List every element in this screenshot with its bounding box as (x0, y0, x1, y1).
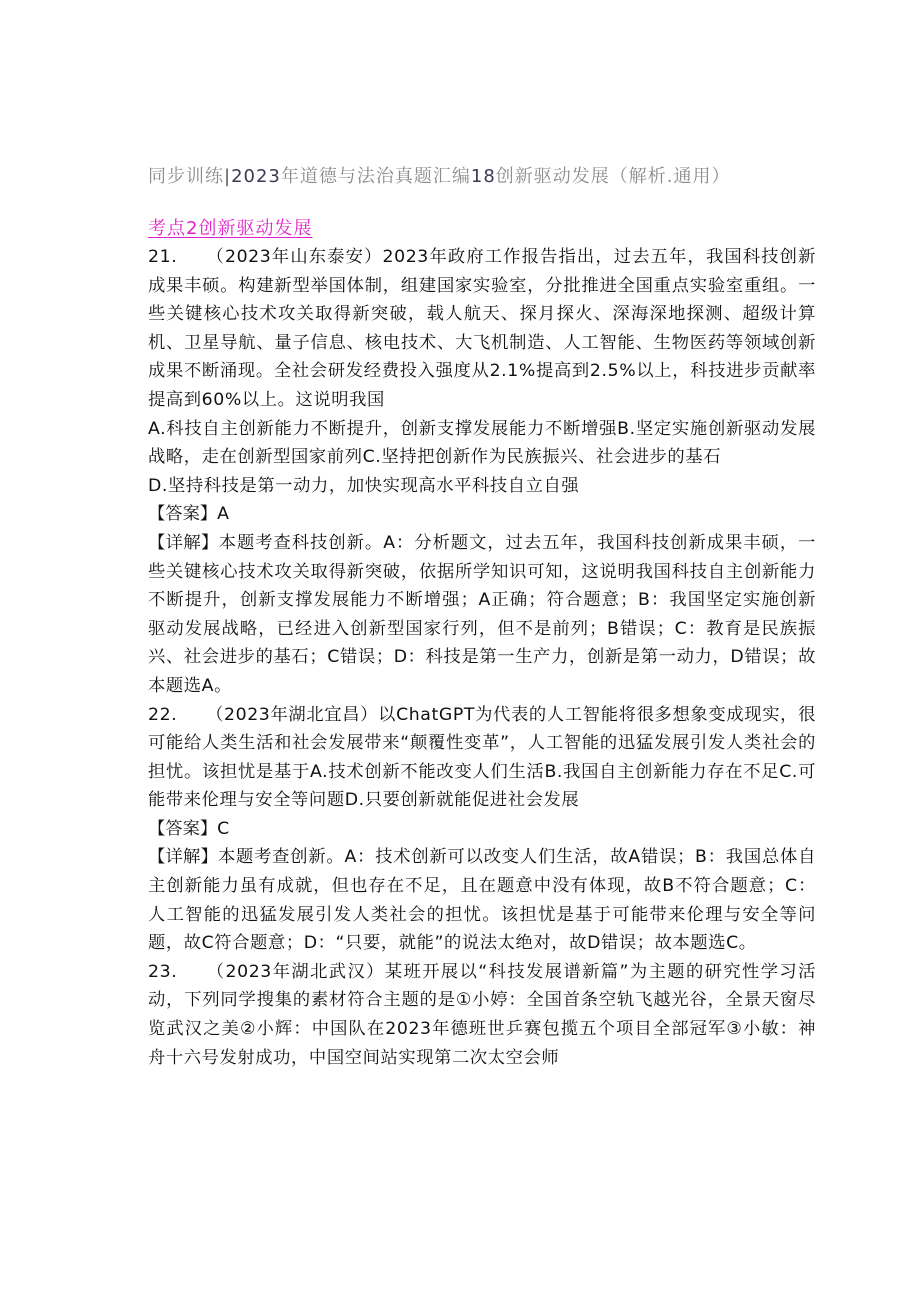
answer-line (148, 815, 816, 844)
question-21 (148, 243, 816, 701)
header-prefix: 同步训练 (148, 166, 224, 187)
explanation-text: 本题考查科技创新。A：分析题文，过去五年，我国科技创新成果丰硕，一些关键核心技术攻关取得新突破，依据所学知识可知，这说明我国科技自主创新能力不断提升，创新支撑发展能力不断增强；A正确；符合题意；B：我国坚定实施创新驱动发展战略，已经进入创新型国家行列，但不是前列；B错误；C：教育是民族振兴、社会进步的基石；C错误；D：科技是第一生产力，创新是第一动力，D错误；故本题选A。 (148, 532, 816, 696)
explanation (148, 529, 816, 701)
question-22 (148, 701, 816, 958)
question-stem-text: （2023年山东泰安）2023年政府工作报告指出，过去五年，我国科技创新成果丰硕。构建新型举国体制，组建国家实验室，分批推进全国重点实验室重组。一些关键核心技术攻关取得新突破，载人航天、探月探火、深海深地探测、超级计算机、卫星导航、量子信息、核电技术、大飞机制造、人工智能、生物医药等领域创新成果不断涌现。全社会研发经费投入强度从2.1%提高到2.5%以上，科技进步贡献率提高到60%以上。这说明我国 (148, 247, 816, 410)
answer-label: 【答案】 (148, 818, 218, 839)
question-23 (148, 958, 816, 1072)
question-number: 22. (148, 704, 178, 725)
question-number: 23. (148, 961, 178, 982)
document-page (148, 163, 816, 1072)
question-stem (148, 958, 816, 1072)
question-number: 21. (148, 247, 178, 267)
question-stem (148, 701, 816, 815)
explanation-label: 【详解】 (148, 847, 218, 868)
answer-value: A (217, 504, 230, 525)
header-separator: | (224, 166, 232, 187)
question-stem-text: （2023年湖北宜昌）以ChatGPT为代表的人工智能将很多想象变成现实，很可能给人类生活和社会发展带来“颠覆性变革”，人工智能的迅猛发展引发人类社会的担忧。该担忧是基于A.技术创新不能改变人们生活B.我国自主创新能力存在不足C.可能带来伦理与安全等问题D.只要创新就能促进社会发展 (148, 704, 816, 811)
question-option-d: D.坚持科技是第一动力，加快实现高水平科技自立自强 (148, 475, 580, 496)
answer-line (148, 500, 816, 529)
answer-value: C (217, 818, 230, 839)
question-stem-text: （2023年湖北武汉）某班开展以“科技发展谱新篇”为主题的研究性学习活动，下列同学搜集的素材符合主题的是①小婷：全国首条空轨飞越光谷，全景天窗尽览武汉之美②小辉：中国队在2023年德班世乒赛包揽五个项目全部冠军③小敏：神舟十六号发射成功，中国空间站实现第二次太空会师 (148, 961, 816, 1068)
explanation-text: 本题考查创新。A：技术创新可以改变人们生活，故A错误；B：我国总体自主创新能力虽有成就，但也存在不足，且在题意中没有体现，故B不符合题意；C：人工智能的迅猛发展引发人类社会的担忧。该担忧是基于可能带来伦理与安全等问题，故C符合题意；D：“只要，就能”的说法太绝对，故D错误；故本题选C。 (148, 847, 816, 954)
document-body (148, 243, 816, 1072)
header-year: 2023 (231, 166, 281, 187)
header-chapter-number: 18 (470, 166, 496, 187)
question-stem (148, 243, 816, 415)
question-options: A.科技自主创新能力不断提升，创新支撑发展能力不断增强B.坚定实施创新驱动发展战略，走在创新型国家前列C.坚持把创新作为民族振兴、社会进步的基石 (148, 418, 816, 468)
answer-label: 【答案】 (148, 504, 218, 525)
header-title: 年道德与法治真题汇编 (280, 166, 471, 187)
header-title-tail: 创新驱动发展（解析.通用） (495, 166, 731, 187)
section-title: 考点2创新驱动发展 (148, 218, 313, 239)
explanation-label: 【详解】 (148, 532, 219, 553)
document-header (148, 163, 816, 191)
explanation (148, 843, 816, 957)
